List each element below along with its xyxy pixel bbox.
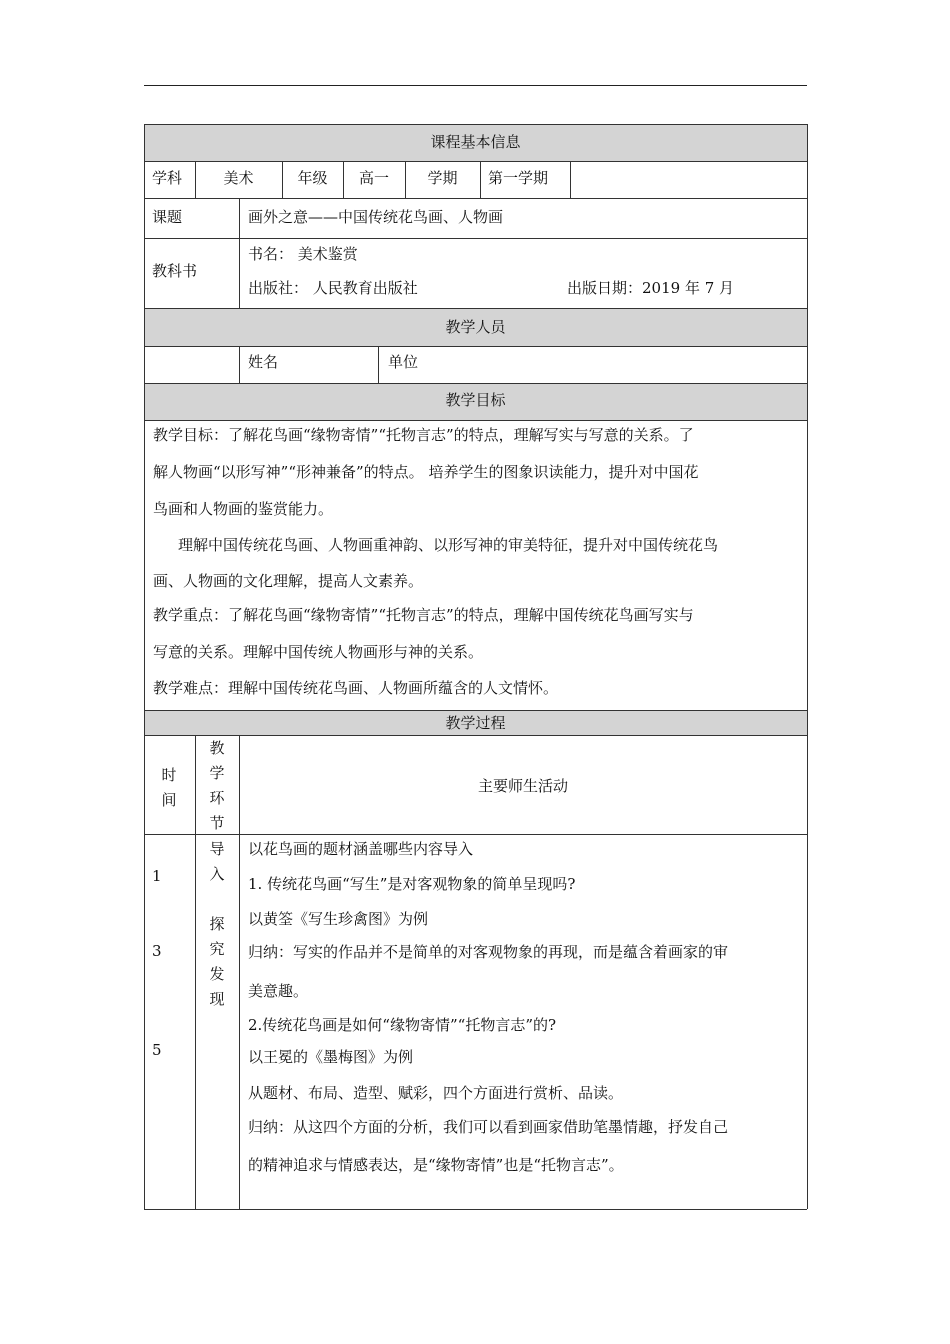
grade-value: 高一	[358, 169, 389, 187]
objective-line: 解人物画“以形写神”“形神兼备”的特点。 培养学生的图象识读能力，提升对中国花	[153, 463, 699, 481]
activity-line: 1. 传统花鸟画“写生”是对客观物象的简单呈现吗?	[248, 875, 576, 893]
process-title: 教学过程	[445, 714, 506, 732]
objective-line: 教学目标：了解花鸟画“缘物寄情”“托物言志”的特点，理解写实与写意的关系。了	[153, 426, 694, 444]
time-value: 1	[152, 867, 162, 885]
objectives-title: 教学目标	[445, 391, 506, 409]
stage-explore: 探 究 发 现	[209, 915, 225, 1008]
objective-line: 写意的关系。理解中国传统人物画形与神的关系。	[153, 643, 484, 661]
activity-line: 2.传统花鸟画是如何“缘物寄情”“托物言志”的?	[248, 1016, 557, 1034]
stage-intro: 导 入	[209, 840, 225, 883]
objective-line: 鸟画和人物画的鉴赏能力。	[153, 500, 334, 518]
term-label: 学期	[427, 169, 458, 187]
subject-label: 学科	[152, 169, 183, 187]
time-value: 5	[152, 1041, 162, 1059]
time-value: 3	[152, 942, 162, 960]
subject-value: 美术	[223, 169, 254, 187]
objective-line: 理解中国传统花鸟画、人物画重神韵、以形写神的审美特征，提升对中国传统花鸟	[178, 536, 719, 554]
activity-line: 的精神追求与情感表达，是“缘物寄情”也是“托物言志”。	[248, 1156, 624, 1174]
activity-line: 归纳：从这四个方面的分析，我们可以看到画家借助笔墨情趣，抒发自己	[248, 1118, 729, 1136]
activity-line: 以黄筌《写生珍禽图》为例	[248, 910, 429, 928]
col-time-header: 时 间	[161, 766, 177, 809]
activity-line: 以王冕的《墨梅图》为例	[248, 1048, 414, 1066]
header-rule	[144, 85, 807, 86]
col-stage-header: 教 学 环 节	[209, 739, 225, 832]
staff-unit-label: 单位	[388, 353, 419, 371]
objective-line: 教学重点：了解花鸟画“缘物寄情”“托物言志”的特点，理解中国传统花鸟画写实与	[153, 606, 694, 624]
objective-line: 教学难点：理解中国传统花鸟画、人物画所蕴含的人文情怀。	[153, 679, 559, 697]
activity-line: 以花鸟画的题材涵盖哪些内容导入	[248, 840, 474, 858]
staff-title: 教学人员	[445, 318, 506, 336]
publish-date: 出版日期：2019 年 7 月	[567, 279, 735, 297]
textbook-label: 教科书	[152, 262, 198, 280]
objective-line: 画、人物画的文化理解，提高人文素养。	[153, 572, 424, 590]
activity-line: 美意趣。	[248, 982, 309, 1000]
col-activity-header: 主要师生活动	[477, 777, 568, 795]
staff-name-label: 姓名	[248, 353, 279, 371]
publisher: 出版社： 人民教育出版社	[248, 279, 418, 297]
topic-label: 课题	[152, 208, 183, 226]
activity-line: 从题材、布局、造型、赋彩，四个方面进行赏析、品读。	[248, 1084, 624, 1102]
basic-info-title: 课程基本信息	[430, 133, 521, 151]
term-value: 第一学期	[488, 169, 549, 187]
book-name: 书名： 美术鉴赏	[248, 245, 358, 263]
topic-value: 画外之意——中国传统花鸟画、人物画	[248, 208, 504, 226]
activity-line: 归纳：写实的作品并不是简单的对客观物象的再现，而是蕴含着画家的审	[248, 943, 729, 961]
grade-label: 年级	[297, 169, 328, 187]
